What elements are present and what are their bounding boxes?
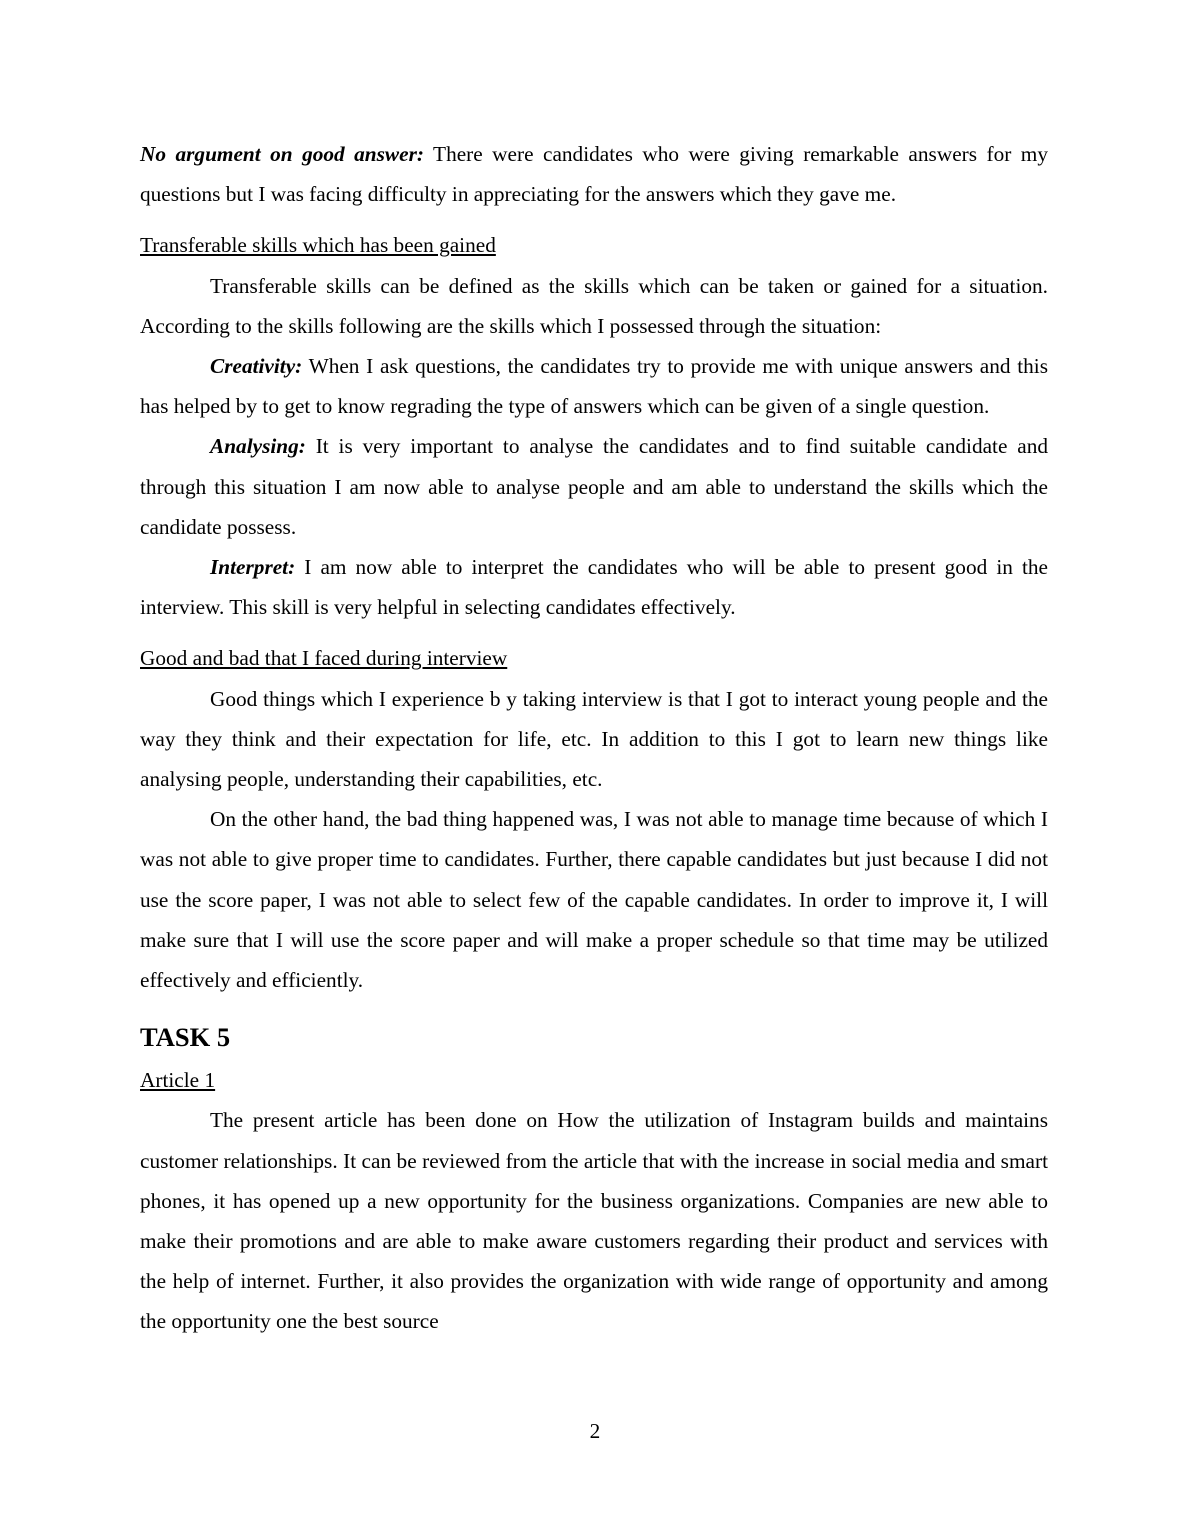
creativity-label: Creativity: <box>210 354 303 379</box>
bad-things-paragraph: On the other hand, the bad thing happened was, I was not able to manage time because of which I was not able to give proper time to candidates. Further, there capable candidates but just because I did not use the score paper, I was not able to select few of the capable candidates. In order to improve it, I will make sure that I will use the score paper and will make a proper schedule so that time may be utilized effectively and efficiently. <box>140 807 1048 993</box>
interpret-paragraph <box>140 547 1048 627</box>
task-5-heading: TASK 5 <box>140 1022 231 1053</box>
no-argument-text: There were candidates who were giving remarkable answers for my questions but I was facing difficulty in appreciating for the answers which they gave me. <box>140 142 1048 207</box>
document-page <box>140 134 1048 1342</box>
transferable-skills-heading: Transferable skills which has been gained <box>140 233 496 258</box>
creativity-text: When I ask questions, the candidates try to provide me with unique answers and this has helped by to get to know regrading the type of answers which can be given of a single question. <box>140 354 1048 419</box>
creativity-paragraph <box>140 346 1048 426</box>
good-things-paragraph: Good things which I experience b y taking interview is that I got to interact young people and the way they think and their expectation for life, etc. In addition to this I got to learn new things like analysing people, understanding their capabilities, etc. <box>140 686 1048 792</box>
good-bad-heading: Good and bad that I faced during interview <box>140 646 508 671</box>
analysing-label: Analysing: <box>210 434 306 459</box>
transferable-skills-intro: Transferable skills can be defined as the skills which can be taken or gained for a situation. According to the skills following are the skills which I possessed through the situation: <box>140 273 1048 338</box>
page-number: 2 <box>589 1419 601 1443</box>
no-argument-paragraph <box>140 134 1048 214</box>
article-1-heading: Article 1 <box>140 1068 216 1093</box>
interpret-label: Interpret: <box>210 555 296 580</box>
article-1-paragraph: The present article has been done on How the utilization of Instagram builds and maintains customer relationships. It can be reviewed from the article that with the increase in social media and smart phones, it has opened up a new opportunity for the business organizations. Companies are new able to make their promotions and are able to make aware customers regarding their product and services with the help of internet. Further, it also provides the organization with wide range of opportunity and among the opportunity one the best source <box>140 1108 1048 1334</box>
analysing-text: It is very important to analyse the candidates and to find suitable candidate and through this situation I am now able to analyse people and am able to understand the skills which the candidate possess. <box>140 434 1048 539</box>
no-argument-label: No argument on good answer: <box>140 142 424 166</box>
analysing-paragraph <box>140 426 1048 547</box>
interpret-text: I am now able to interpret the candidates who will be able to present good in the interview. This skill is very helpful in selecting candidates effectively. <box>140 555 1048 620</box>
